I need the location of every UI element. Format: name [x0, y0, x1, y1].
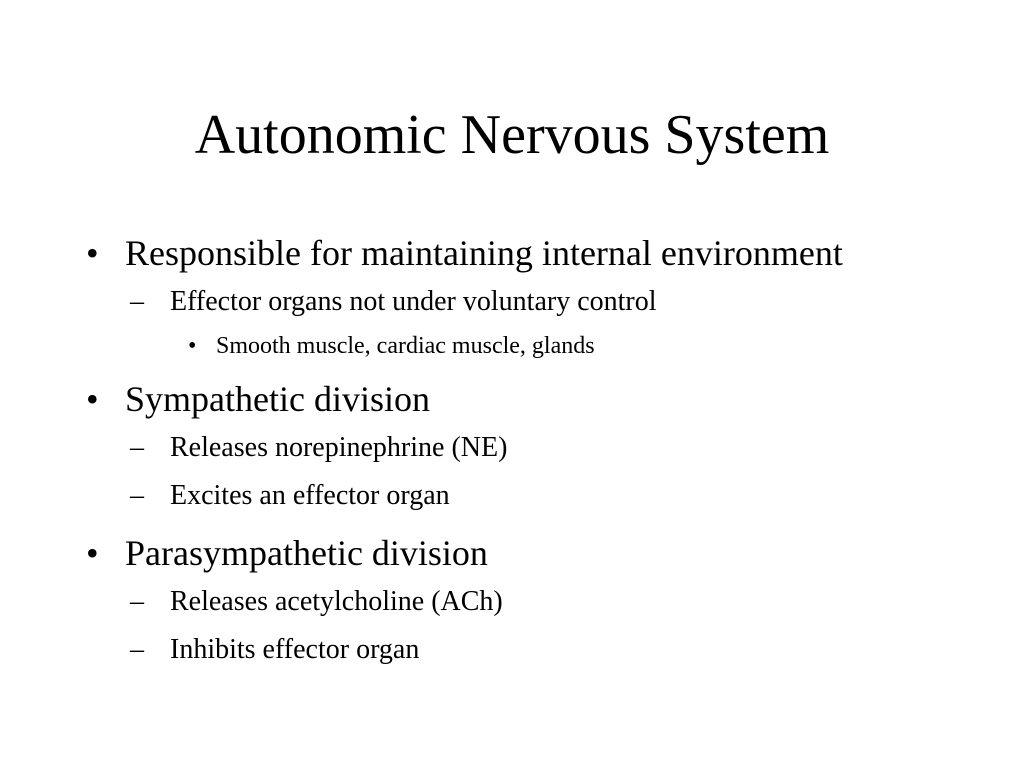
dash-icon: – [130, 586, 144, 617]
dash-icon: – [130, 432, 144, 463]
sub-sub-bullet-item [84, 326, 984, 366]
dash-icon: – [130, 480, 144, 511]
bullet-icon: • [86, 233, 99, 273]
sub-bullet-item [84, 578, 984, 626]
bullet-list [84, 228, 984, 674]
sub-bullet-text: Inhibits effector organ [170, 634, 420, 665]
bullet-item [84, 528, 984, 578]
sub-bullet-text: Releases acetylcholine (ACh) [170, 586, 503, 617]
sub-sub-bullet-text: Smooth muscle, cardiac muscle, glands [216, 333, 595, 359]
bullet-item [84, 228, 984, 278]
sub-bullet-item [84, 278, 984, 326]
sub-bullet-item [84, 626, 984, 674]
sub-bullet-text: Excites an effector organ [170, 480, 450, 511]
bullet-icon: • [86, 533, 99, 573]
bullet-text: Responsible for maintaining internal environment [125, 233, 843, 273]
sub-bullet-text: Effector organs not under voluntary control [170, 286, 657, 317]
dash-icon: – [130, 634, 144, 665]
bullet-item [84, 374, 984, 424]
sub-bullet-text: Releases norepinephrine (NE) [170, 432, 508, 463]
sub-bullet-item [84, 472, 984, 520]
sub-bullet-item [84, 424, 984, 472]
slide-title: Autonomic Nervous System [194, 104, 830, 166]
bullet-text: Sympathetic division [125, 379, 430, 419]
bullet-text: Parasympathetic division [125, 533, 488, 573]
dash-icon: – [130, 286, 144, 317]
bullet-icon: • [188, 333, 197, 359]
bullet-icon: • [86, 379, 99, 419]
